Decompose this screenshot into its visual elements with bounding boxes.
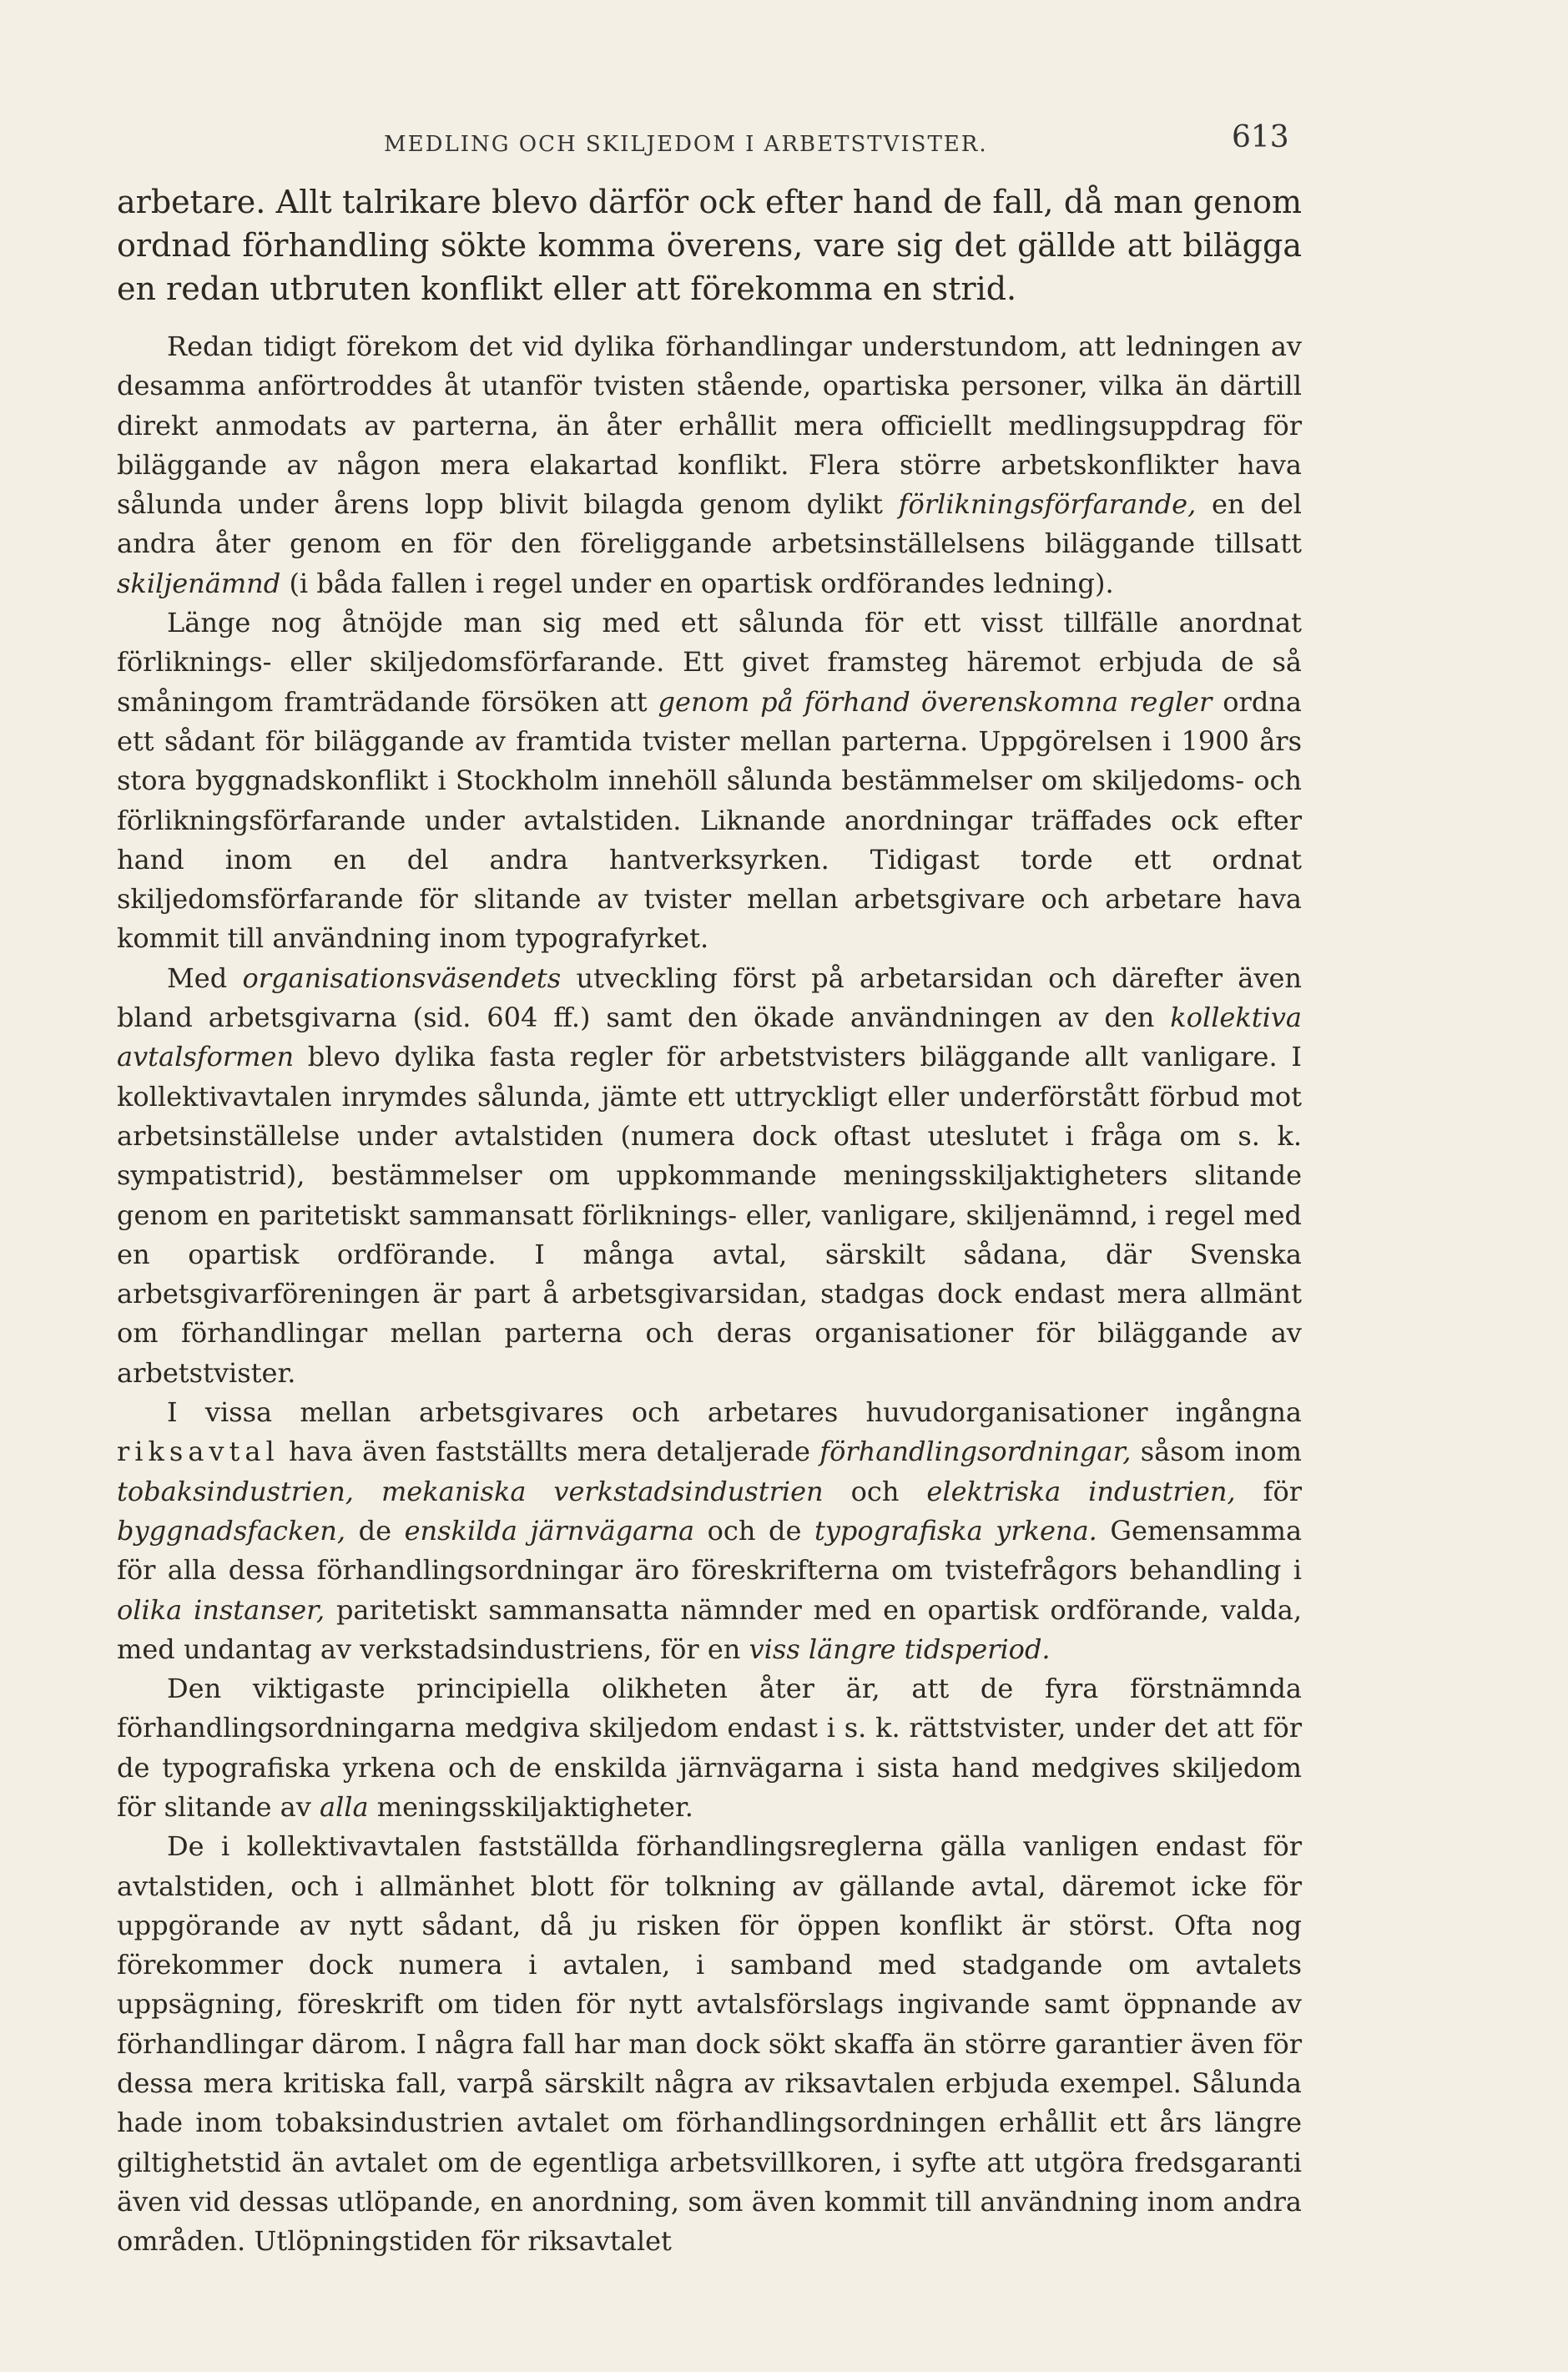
emphasis: viss längre tidsperiod. bbox=[749, 1633, 1051, 1665]
paragraph-2 bbox=[117, 327, 1302, 603]
running-head bbox=[0, 115, 1568, 157]
paragraph-3 bbox=[117, 603, 1302, 959]
emphasis: organisationsväsendets bbox=[242, 961, 562, 994]
emphasis: alla bbox=[319, 1790, 369, 1823]
emphasis: förhandlingsordningar, bbox=[819, 1436, 1132, 1468]
text-run: Länge nog åtnöjde man sig med ett sålunda för ett visst tillfälle anordnat förliknings- eller skiljedomsförfarande. Ett givet framsteg häremot erbjuda de så småningom framträdande försöken att bbox=[117, 607, 1302, 718]
text-run: meningsskiljaktigheter. bbox=[368, 1790, 693, 1823]
emphasis: typografiska yrkena. bbox=[814, 1514, 1097, 1547]
emphasis: enskilda järnvägarna bbox=[404, 1514, 695, 1547]
text-run: I vissa mellan arbetsgivares och arbetares huvudorganisationer ingångna bbox=[167, 1396, 1302, 1429]
text-run: Med bbox=[167, 961, 243, 994]
emphasis: skiljenämnd bbox=[117, 567, 281, 599]
text-run: och de bbox=[694, 1514, 814, 1547]
paragraph-5 bbox=[117, 1393, 1302, 1669]
emphasis: tobaksindustrien, mekaniska verkstadsindustrien bbox=[117, 1475, 824, 1507]
text-run: hava även fastställts mera detaljerade bbox=[279, 1436, 820, 1468]
running-head-title: MEDLING OCH SKILJEDOM I ARBETSTVISTER. bbox=[384, 132, 988, 157]
paragraph-7: De i kollektivavtalen fastställda förhandlingsreglerna gälla vanligen endast för avtalstiden, och i allmänhet blott för tolkning av gällande avtal, däremot icke för uppgörande av nytt sådant, då ju risken för öppen konflikt är störst. Ofta nog förekommer dock numera i avtalen, i samband med stadgande om avtalets uppsägning, föreskrift om tiden för nytt avtalsförslags ingivande samt öppnande av förhandlingar därom. I några fall har man dock sökt skaffa än större garantier även för dessa mera kritiska fall, varpå särskilt några av riksavtalen erbjuda exempel. Sålunda hade inom tobaksindustrien avtalet om förhandlingsordningen erhållit ett års längre giltighetstid än avtalet om de egentliga arbetsvillkoren, i syfte att utgöra fredsgaranti även vid dessas utlöpande, en anordning, som även kommit till användning inom andra områden. Utlöpningstiden för riksavtalet bbox=[117, 1830, 1302, 2258]
text-run: de bbox=[345, 1514, 405, 1547]
text-run: Den viktigaste principiella olikheten åter är, att de fyra förstnämnda förhandlingsordningarna medgiva skiljedom endast i s. k. rättstvister, under det att för de typografiska yrkena och de enskilda järnvägarna i sista hand medgives skiljedom för slitande av bbox=[117, 1673, 1302, 1823]
text-run: för bbox=[1235, 1475, 1303, 1507]
text-run: blevo dylika fasta regler för arbetstvisters biläggande allt vanligare. I kollektivavtalen inrymdes sålunda, jämte ett uttryckligt eller underförstått förbud mot arbetsinställelse under avtalstiden (numera dock oftast uteslutet i fråga om s. k. sympatistrid), bestämmelser om uppkommande meningsskiljaktigheters slitande genom en paritetiskt sammansatt förliknings- eller, vanligare, skiljenämnd, i regel med en opartisk ordförande. I många avtal, särskilt sådana, där Svenska arbetsgivarföreningen är part å arbetsgivarsidan, stadgas dock endast mera allmänt om förhandlingar mellan parterna och deras organisationer för biläggande av arbetstvister. bbox=[117, 1041, 1302, 1389]
text-run: en del andra åter genom en för den föreliggande arbetsinställelsens biläggande tillsatt bbox=[117, 488, 1303, 560]
paragraph-6 bbox=[117, 1669, 1302, 1827]
text-run: ordna ett sådant för biläggande av framtida tvister mellan parterna. Uppgörelsen i 1900 års stora byggnadskonflikt i Stockholm innehöll sålunda bestämmelser om skiljedoms- och förlikningsförfarande under avtalstiden. Liknande anordningar träffades ock efter hand inom en del andra hantverksyrken. Tidigast torde ett ordnat skiljedomsförfarande för slitande av tvister mellan arbetsgivare och arbetare hava kommit till användning inom typografyrket. bbox=[117, 685, 1303, 955]
text-run: paritetiskt sammansatta nämnder med en opartisk ordförande, valda, med undantag av verkstadsindustriens, för en bbox=[117, 1593, 1303, 1665]
text-run: såsom inom bbox=[1131, 1436, 1303, 1468]
page-number: 613 bbox=[1232, 120, 1289, 154]
emphasis: elektriska industrien, bbox=[926, 1475, 1236, 1507]
emphasis: kollektiva avtalsformen bbox=[117, 1002, 1302, 1073]
spaced-term: riksavtal bbox=[117, 1436, 280, 1468]
emphasis: olika instanser, bbox=[117, 1593, 325, 1626]
body-text bbox=[117, 180, 1302, 2262]
text-run: Gemensamma för alla dessa förhandlingsordningar äro föreskrifterna om tvistefrågors behandling i bbox=[117, 1514, 1303, 1587]
emphasis: förlikningsförfarande, bbox=[898, 488, 1197, 521]
emphasis: genom på förhand överenskomna regler bbox=[658, 685, 1213, 718]
paragraph-1: arbetare. Allt talrikare blevo därför ock efter hand de fall, då man genom ordnad förhandling sökte komma överens, vare sig det gällde att bilägga en redan utbruten konflikt eller att förekomma en strid. bbox=[117, 184, 1302, 307]
paragraph-4 bbox=[117, 959, 1302, 1393]
text-run: utveckling först på arbetarsidan och därefter även bland arbetsgivarna (sid. 604 ff.) samt den ökade användningen av den bbox=[117, 961, 1303, 1034]
text-run: (i båda fallen i regel under en opartisk ordförandes ledning). bbox=[280, 567, 1114, 599]
text-run: Redan tidigt förekom det vid dylika förhandlingar understundom, att ledningen av desamma anförtroddes åt utanför tvisten stående, opartiska personer, vilka än därtill direkt anmodats av parterna, än åter erhållit mera officiellt medlingsuppdrag för biläggande av någon mera elakartad konflikt. Flera större arbetskonflikter hava sålunda under årens lopp blivit bilagda genom dylikt bbox=[117, 331, 1302, 521]
emphasis: byggnadsfacken, bbox=[117, 1514, 346, 1547]
text-run: och bbox=[823, 1475, 927, 1507]
